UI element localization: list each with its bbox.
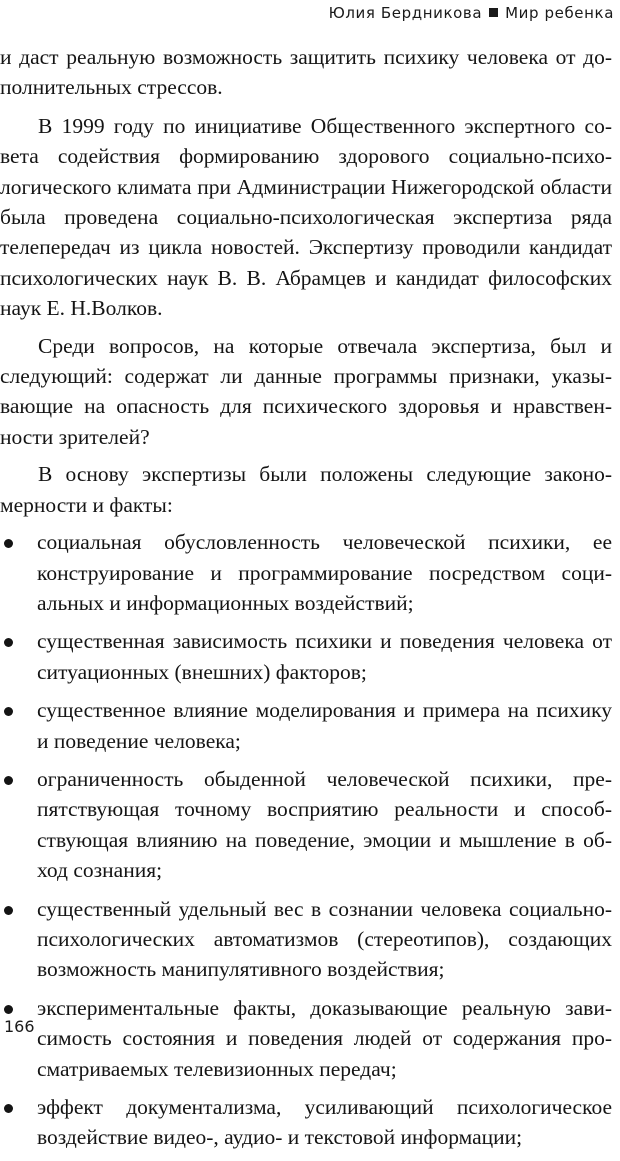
paragraph-continuation: и даст реальную возможность защитить психику человека от дополнительных стрессов. bbox=[0, 45, 612, 100]
list-item-text: существенная зависимость психики и поведения человека от ситуационных (внешних) факторов; bbox=[37, 629, 612, 684]
list-item bbox=[0, 1092, 612, 1153]
page-body bbox=[0, 42, 612, 1161]
list-item bbox=[0, 764, 612, 886]
bullet-icon bbox=[4, 906, 13, 915]
list-item-text: существенное влияние моделирования и примера на психику и поведение человека; bbox=[37, 698, 612, 753]
bullet-icon bbox=[4, 1104, 13, 1113]
list-item bbox=[0, 695, 612, 756]
list-item bbox=[0, 993, 612, 1084]
paragraph-expertise: В 1999 году по инициативе Общественного экспертного совета содействия формированию здорового социально-психологического климата при Администрации Нижегородской области была проведена социально-психологическая экспертиза ряда телепередач из цикла новостей. Экспертизу проводили кандидат психологических наук В. В. Абрамцев и кандидат философских наук Е. Н.Волков. bbox=[0, 113, 612, 321]
paragraph-basis: В основу экспертизы были положены следующие закономерности и факты: bbox=[0, 462, 612, 517]
paragraph-questions: Среди вопросов, на которые отвечала экспертиза, был и следующий: содержат ли данные программы признаки, указывающие на опасность для психического здоровья и нравственности зрителей? bbox=[0, 333, 612, 449]
list-item bbox=[0, 626, 612, 687]
list-item-text: эффект документализма, усиливающий психологическое воздействие видео-, аудио- и текстовой информации; bbox=[37, 1095, 612, 1150]
bullet-icon bbox=[4, 638, 13, 647]
facts-list bbox=[0, 527, 612, 1153]
bullet-icon bbox=[4, 707, 13, 716]
bullet-icon bbox=[4, 1005, 13, 1014]
header-author: Юлия Бердникова bbox=[328, 4, 483, 22]
list-item-text: социальная обусловленность человеческой психики, ее конструирование и программирование посредством социальных и информационных воздействий; bbox=[37, 530, 612, 615]
header-separator-square bbox=[489, 8, 498, 17]
running-header bbox=[329, 4, 614, 22]
bullet-icon bbox=[4, 776, 13, 785]
list-item bbox=[0, 894, 612, 985]
list-item-text: экспериментальные факты, доказывающие реальную зависимость состояния и поведения людей от содержания просматриваемых телевизионных передач; bbox=[37, 995, 612, 1081]
bullet-icon bbox=[4, 539, 13, 548]
list-item-text: существенный удельный вес в сознании человека социально-психологических автоматизмов (стереотипов), создающих возможность манипулятивного воздействия; bbox=[37, 896, 612, 982]
list-item-text: ограниченность обыденной человеческой психики, препятствующая точному восприятию реальности и способствующая влиянию на поведение, эмоции и мышление в обход сознания; bbox=[37, 766, 612, 883]
list-item bbox=[0, 527, 612, 618]
header-title: Мир ребенка bbox=[505, 4, 614, 22]
page-number: 166 bbox=[4, 1017, 35, 1036]
